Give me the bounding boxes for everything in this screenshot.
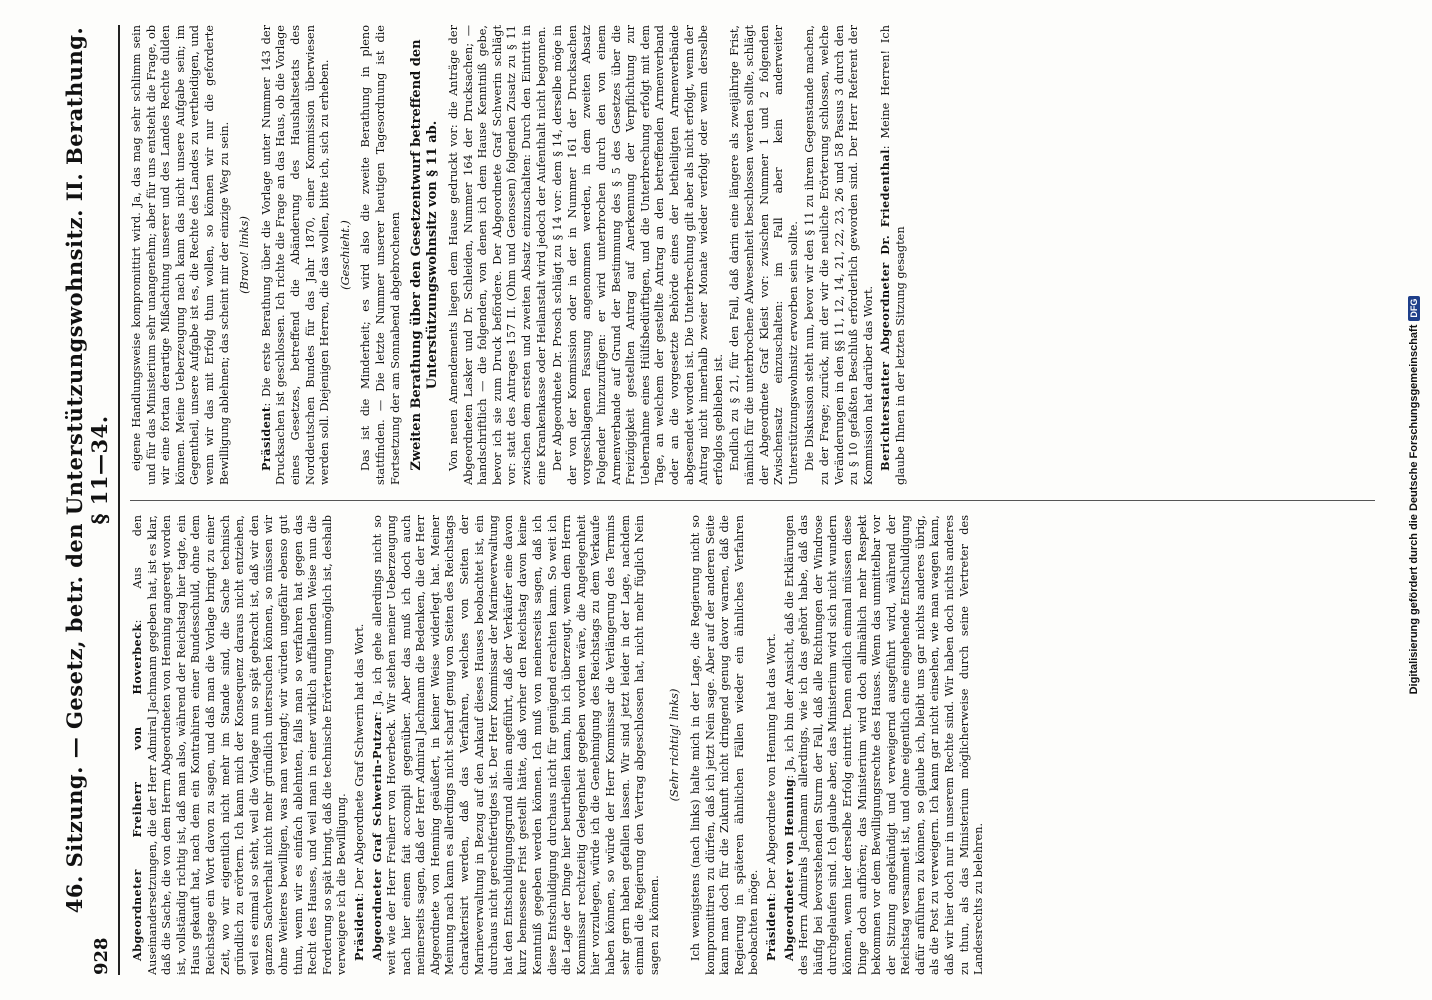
paragraph [803, 25, 876, 485]
paragraph-text: : Meine Herren! Ich glaube Ihnen in der letzten Sitzung gesagten [879, 25, 907, 485]
speaker-name: Abgeordneter Graf Schwerin-Putzar [369, 715, 384, 961]
speaker-name: Abgeordneter Freiherr von Hoverbeck [130, 623, 144, 961]
paragraph-text: Das ist die Minderheit; es wird also die zweite Berathung in pleno stattfinden. — Die letzte Nummer unserer heutigen Tagesordnung ist die Fortsetzung der am Sonnabend abgebrochenen [359, 25, 402, 485]
speaker-name: Präsident [763, 896, 778, 961]
speaker-name: Abgeordneter von Henning [781, 778, 796, 961]
paragraph [370, 515, 663, 975]
paragraph-text: Die Diskussion steht nun, bevor wir den § 11 zu ihrem Gegenstande machen, zu der Frage; zurück, mit der wir die neuliche Erörterung schlossen, welche Veränderungen in den §§ 11, 12, 14, 21, 22, 23, 26 und 58 Passus 3 durch den zu § 10 gefaßten Beschluß erforderlich geworden sind. Der Herr Referent der Kommission hat darüber das Wort. [803, 25, 875, 485]
paragraph [551, 25, 726, 485]
digitization-sidebar [1393, 0, 1432, 1000]
paragraph-text: Endlich zu § 21, für den Fall, daß darin eine längere als zweijährige Frist, nämlich für die unterbrochene Abwesenheit beschlossen werden sollte, schlägt der Abgeordnete Graf Kleist vor: zwischen Nummer 1 und 2 folgenden Zwischensatz einzuschalten: im Fall aber kein anderweiter Unterstützungswohnsitz erworben sein sollte. [728, 25, 800, 485]
interjection: (Geschieht.) [338, 220, 352, 290]
paragraph-text: : Die erste Berathung über die Vorlage unter Nummer 143 der Drucksachen ist geschlossen. Ich richte die Frage an das Haus, ob die Vorlage eines Gesetzes, betreffend die Abänderung des Haushaltsetats des Norddeutschen Bundes für das Jahr 1870, einer Kommission überwiesen werden soll. Diejenigen Herren, die das wollen, bitte ich, sich zu erheben. [259, 25, 332, 485]
paragraph-text: : Der Abgeordnete von Henning hat das Wort. [764, 633, 778, 897]
page-number: 928 [91, 937, 112, 975]
running-head: 46. Sitzung. — Gesetz, betr. den Unterstützungswohnsitz. II. Berathung. § 11—34. [62, 26, 112, 914]
paragraph-text: : Aus den Auseinandersetzungen, die der Herr Admiral Jachmann gegeben hat, ist es klar, daß die Sache, die von dem Herrn Abgeordneten von Henning angeregt worden ist, vollständig richtig ist, daß man also, während der Reichstag hier tagte, ein Haus gekauft hat, nach dem ein Kontrahiren einer Bundesschuld, ohne dem Reichstage ein Wort davon zu sagen, und daß man die Vorlage bringt zu einer Zeit, wo wir eigentlich nicht mehr im Stande sind, die Sache technisch gründlich zu erörtern. Ich kann mich der Konsequenz daraus nicht entziehen, weil es einmal so steht, weil die Vorlage nun so spät gebracht ist, daß wir den ganzen Sachverhalt nicht mehr gründlich untersuchen können, so müssen wir ohne Weiteres bewilligen, was man verlangt; wir würden ungefähr ebenso gut thun, wenn wir es einfach ablehnten, falls man so verfahren hat gegen das Recht des Hauses, und weil man in einer wirklich auffallenden Weise nun die Forderung so spät bringt, daß die technische Erörterung unmöglich ist, deshalb verweigere ich die Bewilligung. [131, 515, 349, 975]
right-text-column [130, 25, 1375, 485]
paragraph-text: eigene Handlungsweise kompromittirt wird. Ja, das mag sehr schlimm sein und für das Ministerium sehr unangenehm; aber für uns entsteht die Frage, ob wir eine fortan derartige Mißachtung unserer und des Landes Rechte dulden können. Meine Ueberzeugung nach kann das nicht unsere Aufgabe sein; im Gegentheil, unsere Aufgabe ist es, die Rechte des Landes zu vertheidigen, und wenn wir das mit Erfolg thun wollen, so können wir nur die geforderte Bewilligung ablehnen; das scheint mir der einzige Weg zu sein. [130, 25, 231, 485]
paragraph [259, 25, 333, 485]
interjection: (Bravo! links) [238, 216, 252, 294]
paragraph-text: : Ja, ich gehe allerdings nicht so weit wie der Herr Freiherr von Hoverbeck. Wir stehen meiner Ueberzeugung nach hier einem fait accompli gegenüber. Aber das muß ich doch auch meinerseits sagen, daß der Herr Admiral Jachmann die Bedenken, die der Herr Abgeordnete von Henning geäußert, in keiner Weise widerlegt hat. Meiner Meinung nach kann es allerdings nicht scharf genug von Seiten des Reichstags charakterisirt werden, daß das Verfahren, welches von Seiten der Marineverwaltung in Bezug auf den Ankauf dieses Hauses beobachtet ist, ein durchaus nicht gerechtfertigtes ist. Der Herr Kommissar der Marineverwaltung hat den Entschuldigungsgrund allein angeführt, daß der Verkäufer eine davon kurz bemessene Frist gestellt hätte, daß vorher den Reichstag davon keine Kenntniß gegeben werden können. Ich muß von meinerseits sagen, daß ich diese Entschuldigung durchaus nicht für genügend erachten kann. So weit ich die Lage der Dinge hier beurtheilen kann, bin ich überzeugt, wenn dem Herrn Kommissar rechtzeitig Gelegenheit gegeben worden wäre, die Angelegenheit hier vorzulegen, würde ich die Genehmigung des Reichstags zu dem Verkaufe haben können, so würde der Herr Kommissar die Verlängerung des Termins sehr gern haben gefallen lassen. Wir sind jetzt leider in der Lage, nachdem einmal die Regierung den Vertrag abgeschlossen hat, nicht mehr füglich Nein sagen zu können. [370, 515, 661, 975]
paragraph-text: Von neuen Amendements liegen dem Hause gedruckt vor: die Anträge der Abgeordneten Lasker und Dr. Schleiden, Nummer 164 der Drucksachen; — handschriftlich — die folgenden, von denen ich dem Hause Kenntniß gebe, bevor ich sie zum Druck befördere. Der Abgeordnete Graf Schwerin schlägt vor: statt des Antrages 157 II. (Ohm und Genossen) folgenden Zusatz zu § 11 zwischen dem ersten und zweiten Absatz einzuschalten: Durch den Eintritt in eine Krankenkasse oder Heilanstalt wird jedoch der Aufenthalt nicht begonnen. [447, 25, 548, 485]
paragraph [764, 515, 780, 975]
column-divider [130, 500, 1375, 501]
paragraph [447, 25, 549, 485]
paragraph [689, 515, 762, 975]
speaker-name: Präsident [351, 896, 366, 961]
speaker-name: Berichterstatter Abgeordneter Dr. Friedenthal [878, 149, 893, 471]
paragraph [728, 25, 801, 485]
dfg-logo: DFG [1408, 296, 1420, 321]
page-header [62, 25, 120, 975]
paragraph-text: Der Abgeordnete Dr. Prosch schlägt zu § 14 vor: dem § 14, derselbe möge in der von der Kommission oder in der in Nummer 161 der Drucksachen vorgeschlagenen Fassung angenommen werden, in dem zweiten Absatz Folgender hinzuzufügen: er wird unterbrochen durch den von einem Armenverbande auf Grund der Bestimmung des § 5 des Gesetzes über die Freizügigkeit gestellten Antrag auf Anerkennung der Verpflichtung zur Uebernahme eines Hülfsbedürftigen, und die Unterbrechung erfolgt mit dem Tage, an welchem der gestellte Antrag an den betreffenden Armenverband oder an die vorgesetzte Behörde eines der betheiligten Armenverbände abgesendet worden ist. Die Unterbrechung gilt aber als nicht erfolgt, wenn der Antrag nicht innerhalb zweier Monate wieder verfolgt oder wenn derselbe erfolglos geblieben ist. [551, 25, 725, 485]
paragraph [352, 515, 368, 975]
funding-note: Digitalisierung gefördert durch die Deutsche Forschungsgemeinschaft [1408, 324, 1420, 695]
paragraph-text: Ich wenigstens (nach links) halte mich in der Lage, die Regierung nicht so kompromittiren zu dürfen, daß ich jetzt Nein sage. Aber auf der anderen Seite kann man doch für die Zukunft nicht dringend genug davor warnen, daß die Regierung in späteren ähnlichen Fällen wieder ein ähnliches Verfahren beobachten möge. [688, 515, 761, 975]
paragraph-text: : Der Abgeordnete Graf Schwerin hat das Wort. [352, 623, 366, 897]
interjection: (Sehr richtig! links) [668, 688, 682, 802]
paragraph [130, 25, 232, 485]
paragraph [878, 25, 908, 485]
paragraph-text: : Ja, ich bin der Ansicht, daß die Erklärungen des Herrn Admirals Jachmann allerdings, wie ich das gehört habe, daß das häufig bei bevorstehenden Sturm der Fall, daß alle Richtungen der Windrose durchgelaufen sind. Ich glaube aber, das Ministerium wird sich nicht wundern können, wenn hier derselbe Erfolg eintritt. Denn endlich einmal müssen diese Dinge doch aufhören; das Ministerium wird doch allmählich mehr Respekt bekommen vor dem Bewilligungsrechte des Hauses. Wenn das unmittelbar vor der Sitzung angekündigt und verweigernd ausgeführt wird, während der Reichstag versammelt ist, und ohne eigentlich eine eingehende Entschuldigung dafür anführen zu können, so glaube ich, bleibt uns gar nichts anderes übrig, als die Post zu verweigern. Ich kann gar nicht einsehen, wie man wagen kann, daß wir hier doch nur in unserem Rechte sind. Wir haben doch nichts anderes zu thun, als das Ministerium möglicherweise durch seine Vertreter des Landesrechts zu belehren. [782, 515, 986, 975]
paragraph [130, 515, 350, 975]
paragraph [359, 25, 403, 485]
speaker-name: Präsident [258, 406, 273, 471]
left-text-column [130, 515, 1375, 975]
section-heading: Zweiten Berathung über den Gesetzentwurf betreffend den Unterstützungswohnsitz von § 11 ab. [409, 39, 441, 471]
paragraph [782, 515, 987, 975]
